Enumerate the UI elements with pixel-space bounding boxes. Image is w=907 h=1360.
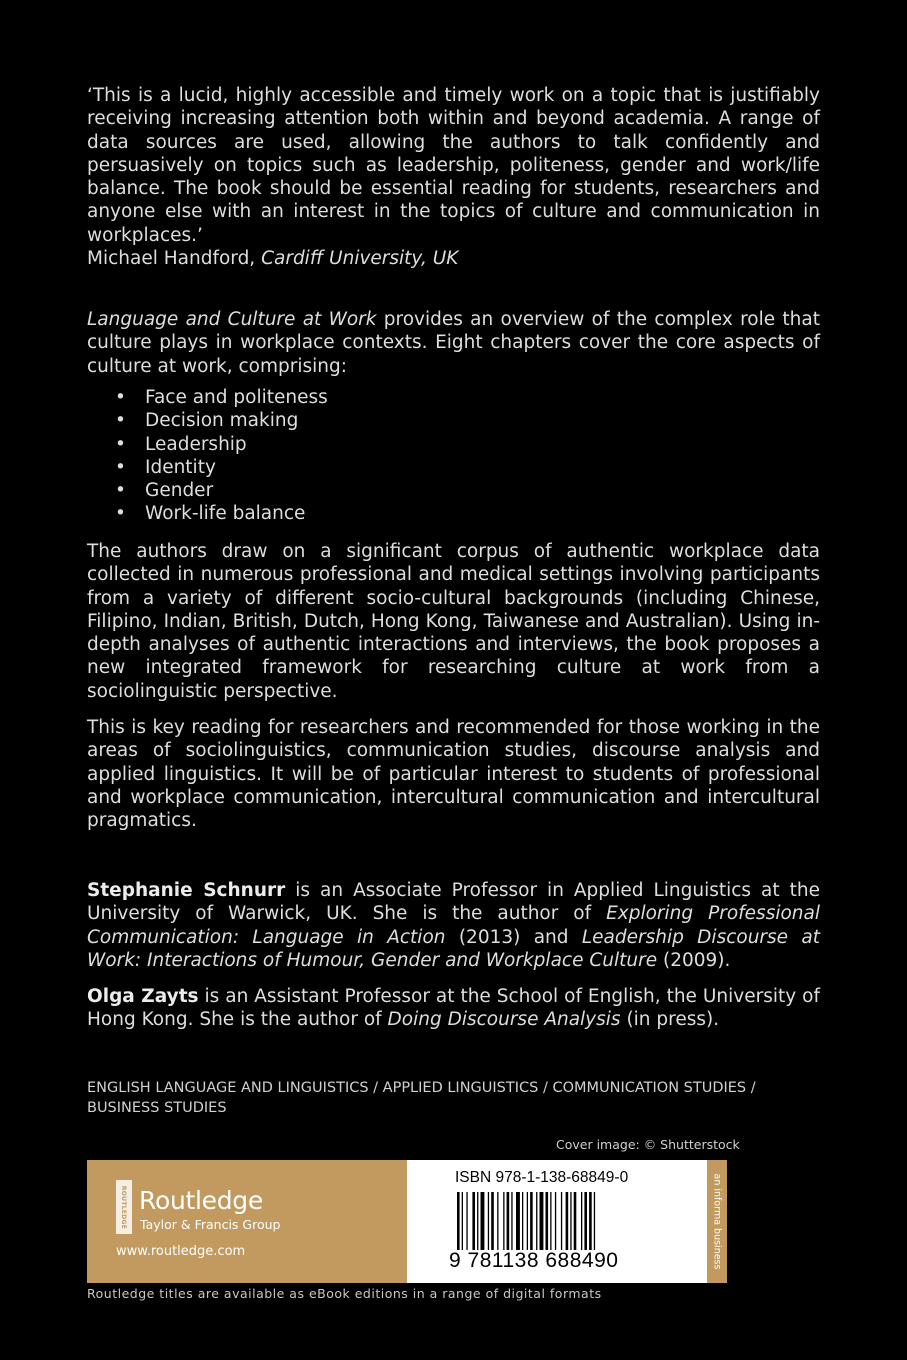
endorsement-quote xyxy=(87,84,820,270)
corpus-paragraph: The authors draw on a significant corpus of authentic workplace data collected in numerous professional and medical settings involving participants from a variety of different socio-cultural backgrounds (including Chinese, Filipino, Indian, British, Dutch, Hong Kong, Taiwanese and Australian). Using in-depth analyses of authentic interactions and interviews, the book proposes a new integrated framework for researching culture at work from a sociolinguistic perspective. xyxy=(87,541,820,702)
subject-categories: ENGLISH LANGUAGE AND LINGUISTICS / APPLIED LINGUISTICS / COMMUNICATION STUDIES / BUSINESS STUDIES xyxy=(87,1080,756,1116)
topic-list xyxy=(110,386,328,526)
barcode-icon xyxy=(457,1192,657,1250)
book-reference: Doing Discourse Analysis xyxy=(387,1009,621,1031)
topic-item: • Identity xyxy=(110,456,328,479)
publisher-name: Routledge xyxy=(139,1186,263,1215)
bio-text: (in press). xyxy=(620,1009,720,1031)
book-description xyxy=(87,308,820,378)
bio-text: (2013) and xyxy=(445,926,582,948)
cover-image-credit: Cover image: © Shutterstock xyxy=(556,1137,740,1152)
author-name: Olga Zayts xyxy=(87,986,199,1007)
barcode-panel xyxy=(407,1160,707,1283)
author-name: Stephanie Schnurr xyxy=(87,880,286,901)
topic-item: • Decision making xyxy=(110,409,328,432)
bio-text: is an Assistant Professor at the School of English, the University of Hong Kong. She is the author of xyxy=(87,986,820,1031)
author-bio-zayts xyxy=(87,985,820,1032)
logo-wordmark: ROUTLEDGE xyxy=(120,1185,128,1229)
book-reference: Exploring Professional Communication: Language in Action xyxy=(87,903,820,948)
author-bio-schnurr xyxy=(87,879,820,972)
ebook-note: Routledge titles are available as eBook editions in a range of digital formats xyxy=(87,1286,602,1301)
book-reference: Leadership Discourse at Work: Interactions of Humour, Gender and Workplace Culture xyxy=(87,926,820,971)
description-intro: provides an overview of the complex role that culture plays in workplace contexts. Eight chapters cover the core aspects of culture at work, comprising: xyxy=(87,309,820,377)
isbn-label: ISBN 978-1-138-68849-0 xyxy=(455,1169,629,1186)
reviewer-affiliation: Cardiff University, UK xyxy=(261,248,459,270)
publisher-group: Taylor & Francis Group xyxy=(140,1217,281,1232)
book-title: Language and Culture at Work xyxy=(87,309,377,330)
bio-text: (2009). xyxy=(657,949,731,971)
topic-item: • Work-life balance xyxy=(110,502,328,525)
topic-item: • Face and politeness xyxy=(110,386,328,409)
publisher-url: www.routledge.com xyxy=(116,1244,246,1259)
topic-item: • Leadership xyxy=(110,433,328,456)
reviewer-name: Michael Handford, xyxy=(87,248,262,270)
publisher-band xyxy=(87,1160,407,1283)
barcode-digits: 9 781138 688490 xyxy=(449,1249,619,1272)
audience-paragraph: This is key reading for researchers and recommended for those working in the areas of sociolinguistics, communication studies, discourse analysis and applied linguistics. It will be of particular interest to students of professional and workplace communication, intercultural communication and intercultural pragmatics. xyxy=(87,717,820,832)
topic-item: • Gender xyxy=(110,479,328,502)
bio-text: is an Associate Professor in Applied Linguistics at the University of Warwick, UK. She is the author of xyxy=(87,880,820,925)
quote-text: ‘This is a lucid, highly accessible and timely work on a topic that is justifiably receiving increasing attention both within and beyond academia. A range of data sources are used, allowing the authors to talk confidently and persuasively on topics such as leadership, politeness, gender and work/life balance. The book should be essential reading for students, researchers and anyone else with an interest in the topics of culture and communication in workplaces.’ xyxy=(87,85,820,246)
informa-strip xyxy=(707,1160,727,1283)
informa-text: an informa business xyxy=(711,1173,723,1270)
